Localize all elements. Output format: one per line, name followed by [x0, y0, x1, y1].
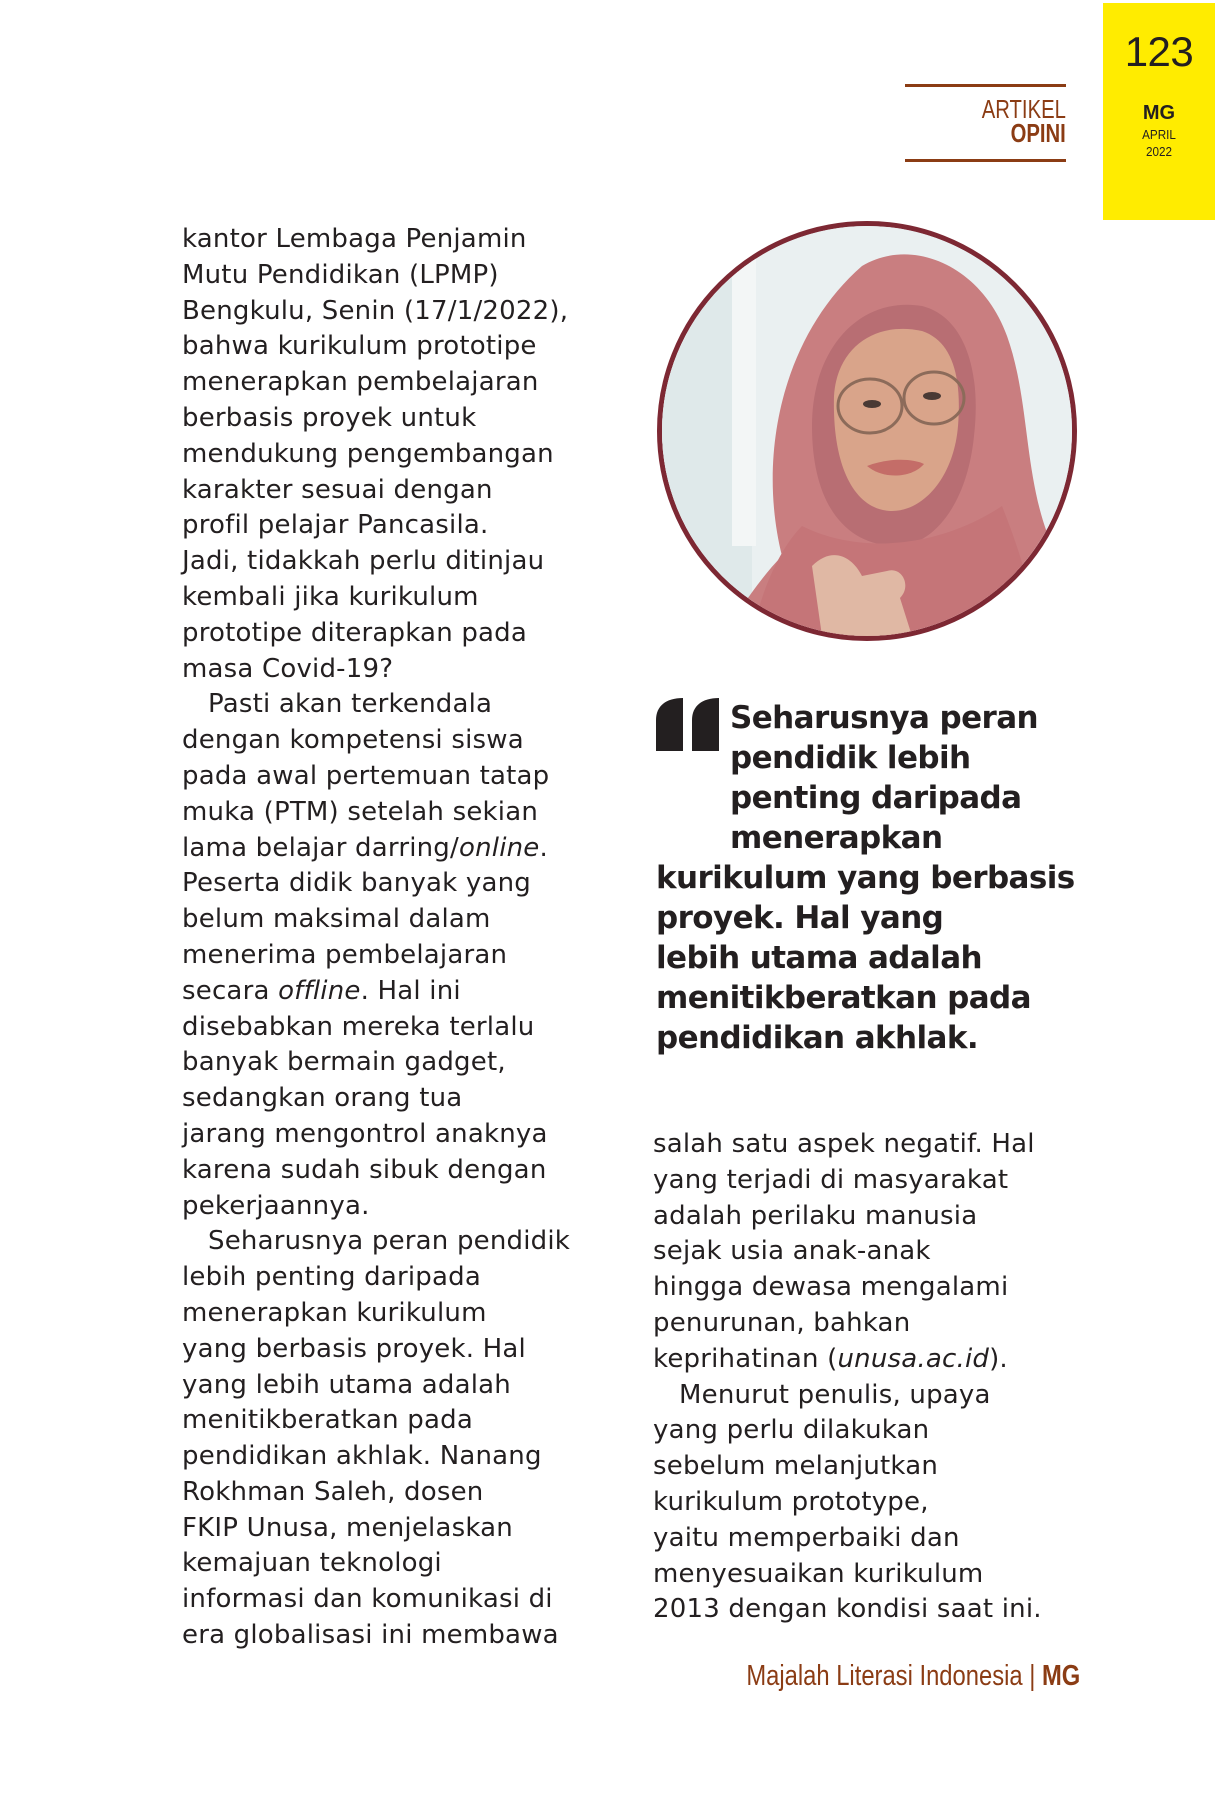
- author-photo: [657, 221, 1077, 641]
- quote-line: penting daripada: [730, 780, 1022, 816]
- text-line: disebabkan mereka terlalu: [182, 1011, 535, 1042]
- text-line: bahwa kurikulum prototipe: [182, 331, 537, 362]
- pull-quote: [656, 698, 1075, 1058]
- text-line: Jadi, tidakkah perlu ditinjau: [182, 546, 545, 577]
- quote-line: kurikulum yang berbasis: [656, 860, 1075, 896]
- text-line: lebih penting daripada: [182, 1262, 481, 1293]
- text-line: 2013 dengan kondisi saat ini.: [653, 1594, 1042, 1625]
- body-column-left: [182, 222, 570, 1654]
- italic-term: offline: [278, 975, 361, 1006]
- issue-month: APRIL: [1142, 127, 1176, 142]
- text-line: sejak usia anak-anak: [653, 1236, 931, 1267]
- text-run: lama belajar darring/: [182, 832, 459, 863]
- text-line: sedangkan orang tua: [182, 1083, 463, 1114]
- text-line: pada awal pertemuan tatap: [182, 760, 550, 791]
- author-portrait-illustration: [662, 226, 1072, 636]
- source-citation: unusa.ac.id: [837, 1343, 990, 1374]
- text-line: yang terjadi di masyarakat: [653, 1164, 1009, 1195]
- paragraph-start-line: Pasti akan terkendala: [208, 689, 493, 720]
- text-line: muka (PTM) setelah sekian: [182, 796, 539, 827]
- quote-line: Seharusnya peran: [730, 700, 1039, 736]
- quote-line: lebih utama adalah: [656, 940, 982, 976]
- footer-brand: MG: [1041, 1660, 1080, 1692]
- text-line: jarang mengontrol anaknya: [182, 1118, 548, 1149]
- section-label-opini: OPINI: [1010, 118, 1066, 148]
- text-line: dengan kompetensi siswa: [182, 725, 524, 756]
- text-line: Bengkulu, Senin (17/1/2022),: [182, 295, 569, 326]
- text-line: menyesuaikan kurikulum: [653, 1558, 984, 1589]
- section-rule-bottom: [905, 159, 1066, 162]
- text-line: kemajuan teknologi: [182, 1548, 442, 1579]
- text-run: secara: [182, 975, 279, 1006]
- text-line: menerapkan kurikulum: [182, 1297, 487, 1328]
- section-label-artikel: ARTIKEL: [981, 94, 1066, 124]
- text-line: FKIP Unusa, menjelaskan: [182, 1512, 513, 1543]
- text-line: berbasis proyek untuk: [182, 402, 477, 433]
- text-run: keprihatinan (: [653, 1343, 838, 1374]
- text-line: pekerjaannya.: [182, 1190, 370, 1221]
- text-line: salah satu aspek negatif. Hal: [653, 1129, 1035, 1159]
- text-line: era globalisasi ini membawa: [182, 1620, 559, 1651]
- text-line: [653, 1342, 1042, 1378]
- paragraph-start-line: Menurut penulis, upaya: [679, 1379, 991, 1410]
- paragraph-start-line: Seharusnya peran pendidik: [208, 1226, 571, 1257]
- quote-line: pendidik lebih: [730, 740, 971, 776]
- magazine-logo: MG: [1142, 102, 1176, 124]
- text-line: sebelum melanjutkan: [653, 1451, 939, 1482]
- text-line: belum maksimal dalam: [182, 904, 491, 935]
- text-line: menerapkan pembelajaran: [182, 367, 539, 398]
- quote-line: menitikberatkan pada: [656, 980, 1031, 1016]
- text-line: Peserta didik banyak yang: [182, 868, 532, 899]
- publication-name: Majalah Literasi Indonesia: [746, 1660, 1023, 1692]
- footer-separator: |: [1022, 1660, 1042, 1692]
- page-number-tab: [1103, 3, 1215, 220]
- text-line: yang lebih utama adalah: [182, 1369, 511, 1400]
- text-line: kantor Lembaga Penjamin: [182, 224, 527, 254]
- text-line: karakter sesuai dengan: [182, 474, 493, 505]
- page-footer: [746, 1662, 1080, 1691]
- text-line: menitikberatkan pada: [182, 1405, 473, 1436]
- quote-line: menerapkan: [730, 820, 943, 856]
- text-line: [182, 831, 570, 867]
- text-run: ).: [989, 1343, 1008, 1374]
- text-line: penurunan, bahkan: [653, 1307, 911, 1338]
- text-line: yang berbasis proyek. Hal: [182, 1333, 526, 1364]
- body-column-right: [653, 1127, 1042, 1628]
- text-line: profil pelajar Pancasila.: [182, 510, 489, 541]
- text-line: [182, 974, 570, 1010]
- issue-year: 2022: [1145, 144, 1173, 159]
- text-line: yaitu memperbaiki dan: [653, 1522, 960, 1553]
- text-line: kembali jika kurikulum: [182, 581, 479, 612]
- italic-term: online: [458, 832, 540, 863]
- text-line: mendukung pengembangan: [182, 438, 554, 469]
- text-line: informasi dan komunikasi di: [182, 1584, 553, 1615]
- text-run: .: [539, 832, 548, 863]
- quote-line: proyek. Hal yang: [656, 900, 944, 936]
- text-line: kurikulum prototype,: [653, 1486, 929, 1517]
- text-line: hingga dewasa mengalami: [653, 1272, 1009, 1303]
- text-line: prototipe diterapkan pada: [182, 617, 528, 648]
- quote-line: pendidikan akhlak.: [656, 1020, 979, 1056]
- text-line: menerima pembelajaran: [182, 939, 508, 970]
- page-number: 123: [1124, 28, 1194, 75]
- text-line: masa Covid-19?: [182, 653, 394, 684]
- section-rule-top: [905, 84, 1066, 87]
- text-line: yang perlu dilakukan: [653, 1415, 930, 1446]
- text-line: Rokhman Saleh, dosen: [182, 1476, 484, 1507]
- text-line: karena sudah sibuk dengan: [182, 1154, 547, 1185]
- text-line: pendidikan akhlak. Nanang: [182, 1441, 542, 1472]
- text-run: . Hal ini: [360, 975, 461, 1006]
- text-line: Mutu Pendidikan (LPMP): [182, 259, 499, 290]
- text-line: banyak bermain gadget,: [182, 1047, 506, 1078]
- text-line: adalah perilaku manusia: [653, 1200, 978, 1231]
